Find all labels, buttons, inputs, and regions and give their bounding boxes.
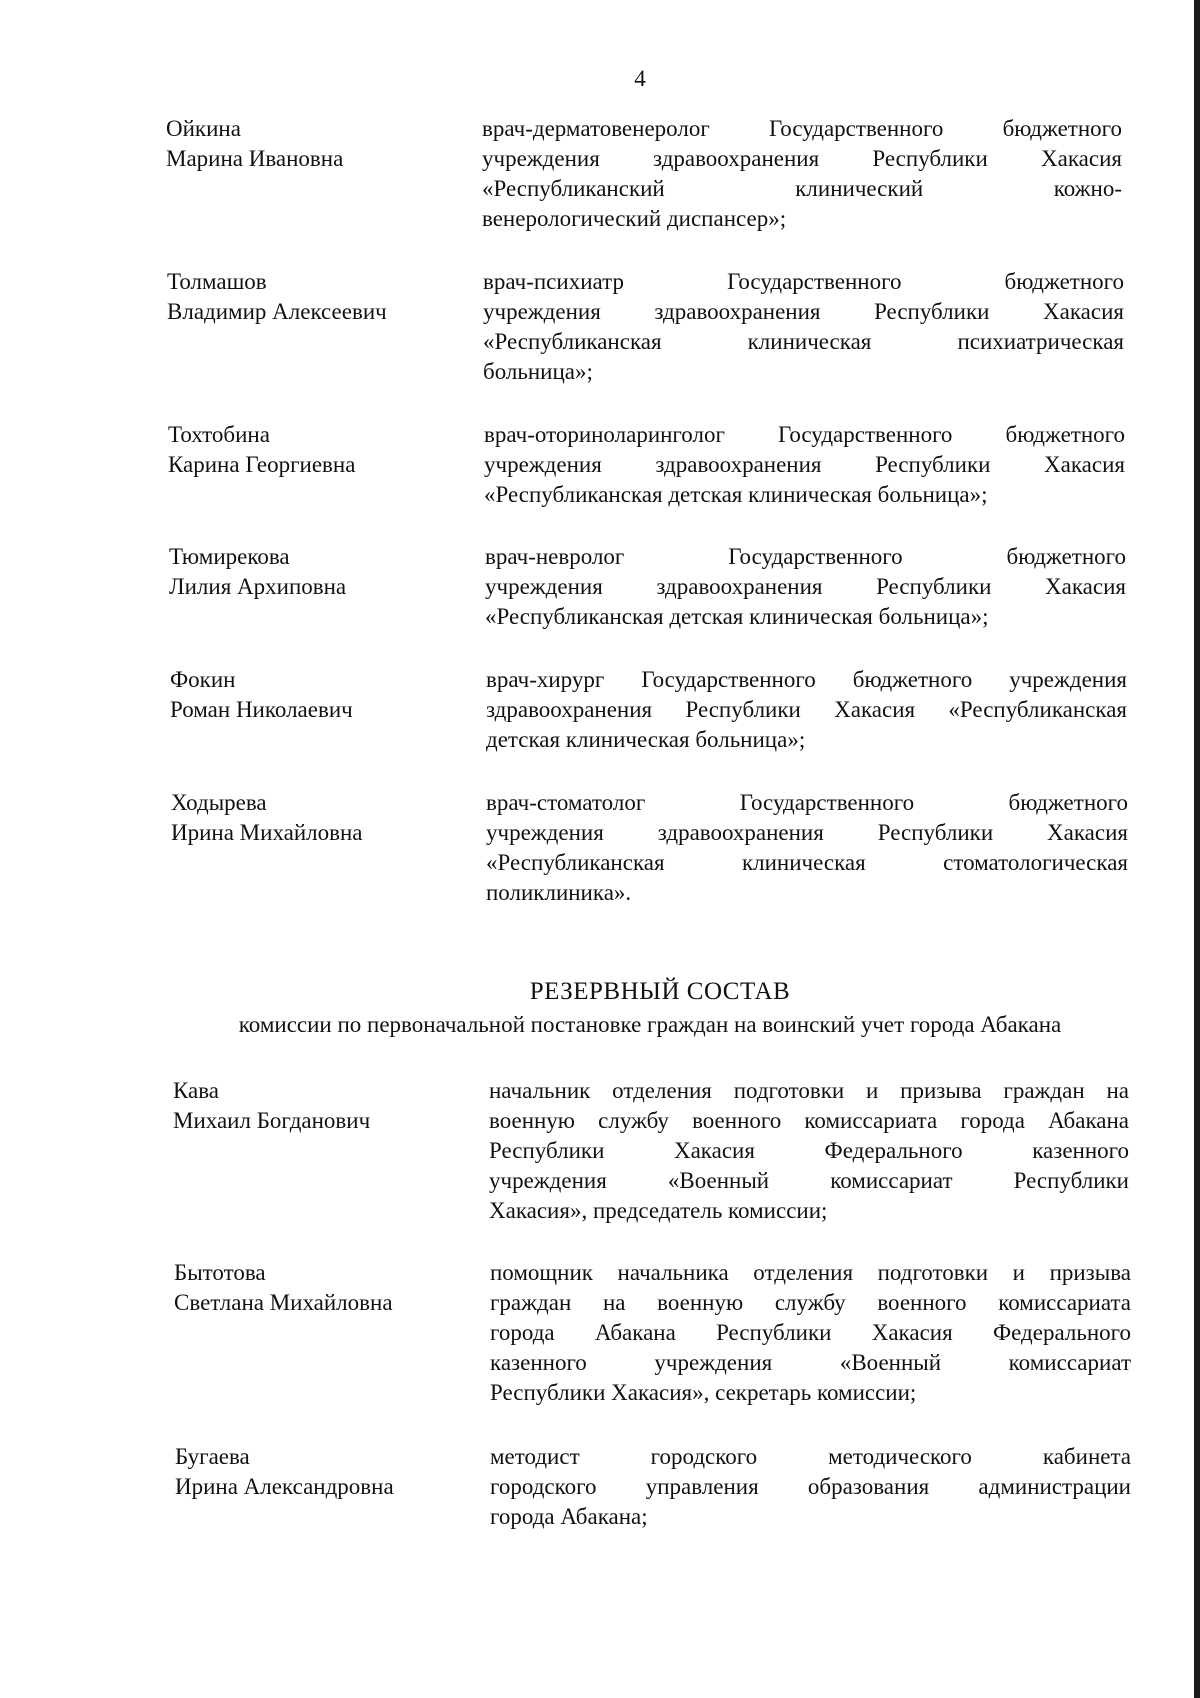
member-entry (166, 114, 1126, 234)
position-line: учреждения здравоохранения Республики Хакасия (486, 820, 1128, 845)
position-line: венерологический диспансер»; (482, 206, 787, 231)
member-position (490, 1442, 1131, 1532)
member-surname: Фокин (170, 667, 236, 692)
member-position (486, 788, 1128, 908)
member-name (170, 665, 470, 725)
position-line: города Абакана; (490, 1504, 648, 1529)
member-position (483, 267, 1124, 387)
position-line: «Республиканская детская клиническая больница»; (485, 604, 989, 629)
reserve-member-entry (173, 1076, 1133, 1226)
page-number: 4 (634, 66, 646, 91)
member-entry (167, 267, 1127, 387)
position-line: военную службу военного комиссариата города Абакана (489, 1108, 1129, 1133)
member-surname: Тюмирекова (169, 544, 290, 569)
position-line: поликлиника». (486, 880, 632, 905)
position-line: врач-хирург Государственного бюджетного учреждения (486, 667, 1127, 692)
member-given-name: Владимир Алексеевич (167, 299, 387, 324)
member-name (169, 542, 469, 602)
member-given-name: Роман Николаевич (170, 697, 353, 722)
position-line: учреждения здравоохранения Республики Хакасия (484, 452, 1125, 477)
member-entry (171, 788, 1131, 908)
member-surname: Тохтобина (168, 422, 270, 447)
member-surname: Ойкина (166, 116, 241, 141)
member-surname: Кава (173, 1078, 220, 1103)
member-given-name: Лилия Архиповна (169, 574, 347, 599)
position-line: детская клиническая больница»; (486, 727, 806, 752)
member-name (174, 1258, 474, 1318)
position-line: учреждения здравоохранения Республики Хакасия (485, 574, 1126, 599)
position-line: Республики Хакасия», секретарь комиссии; (490, 1380, 917, 1405)
position-line: учреждения «Военный комиссариат Республики (489, 1168, 1129, 1193)
position-line: здравоохранения Республики Хакасия «Республиканская (486, 697, 1127, 722)
position-line: врач-оториноларинголог Государственного бюджетного (484, 422, 1125, 447)
member-position (485, 542, 1126, 632)
member-given-name: Карина Георгиевна (168, 452, 356, 477)
position-line: больница»; (483, 359, 593, 384)
position-line: Хакасия», председатель комиссии; (489, 1198, 828, 1223)
reserve-subtitle: комиссии по первоначальной постановке граждан на воинский учет города Абакана (238, 1012, 1062, 1037)
member-given-name: Ирина Александровна (175, 1474, 394, 1499)
member-entry (169, 542, 1129, 632)
member-name (167, 267, 467, 327)
reserve-title: РЕЗЕРВНЫЙ СОСТАВ (529, 978, 791, 1005)
position-line: Республики Хакасия Федерального казенного (489, 1138, 1129, 1163)
position-line: учреждения здравоохранения Республики Хакасия (482, 146, 1122, 171)
member-surname: Бугаева (175, 1444, 250, 1469)
position-line: помощник начальника отделения подготовки и призыва (490, 1260, 1131, 1285)
member-name (171, 788, 471, 848)
member-position (482, 114, 1122, 234)
member-entry (168, 420, 1128, 510)
member-entry (170, 665, 1130, 755)
position-line: врач-стоматолог Государственного бюджетного (486, 790, 1128, 815)
position-line: «Республиканская детская клиническая больница»; (484, 482, 988, 507)
member-given-name: Ирина Михайловна (171, 820, 363, 845)
position-line: «Республиканская клиническая стоматологическая (486, 850, 1128, 875)
member-position (486, 665, 1127, 755)
member-surname: Толмашов (167, 269, 267, 294)
member-position (484, 420, 1125, 510)
position-line: начальник отделения подготовки и призыва граждан на (489, 1078, 1129, 1103)
reserve-member-entry (174, 1258, 1134, 1408)
position-line: методист городского методического кабинета (490, 1444, 1131, 1469)
position-line: «Республиканская клиническая психиатрическая (483, 329, 1124, 354)
member-name (166, 114, 466, 174)
position-line: врач-психиатр Государственного бюджетного (483, 269, 1124, 294)
member-name (175, 1442, 475, 1502)
position-line: граждан на военную службу военного комиссариата (490, 1290, 1131, 1315)
position-line: врач-дерматовенеролог Государственного бюджетного (482, 116, 1122, 141)
member-given-name: Михаил Богданович (173, 1108, 371, 1133)
member-surname: Ходырева (171, 790, 267, 815)
position-line: «Республиканский клинический кожно- (482, 176, 1122, 201)
member-name (173, 1076, 473, 1136)
page-edge (1194, 0, 1200, 1698)
member-position (490, 1258, 1131, 1408)
member-position (489, 1076, 1129, 1226)
position-line: города Абакана Республики Хакасия Федерального (490, 1320, 1131, 1345)
position-line: врач-невролог Государственного бюджетного (485, 544, 1126, 569)
member-name (168, 420, 468, 480)
position-line: учреждения здравоохранения Республики Хакасия (483, 299, 1124, 324)
member-given-name: Светлана Михайловна (174, 1290, 393, 1315)
position-line: городского управления образования администрации (490, 1474, 1131, 1499)
member-given-name: Марина Ивановна (166, 146, 344, 171)
position-line: казенного учреждения «Военный комиссариат (490, 1350, 1131, 1375)
member-surname: Бытотова (174, 1260, 266, 1285)
reserve-member-entry (175, 1442, 1135, 1532)
